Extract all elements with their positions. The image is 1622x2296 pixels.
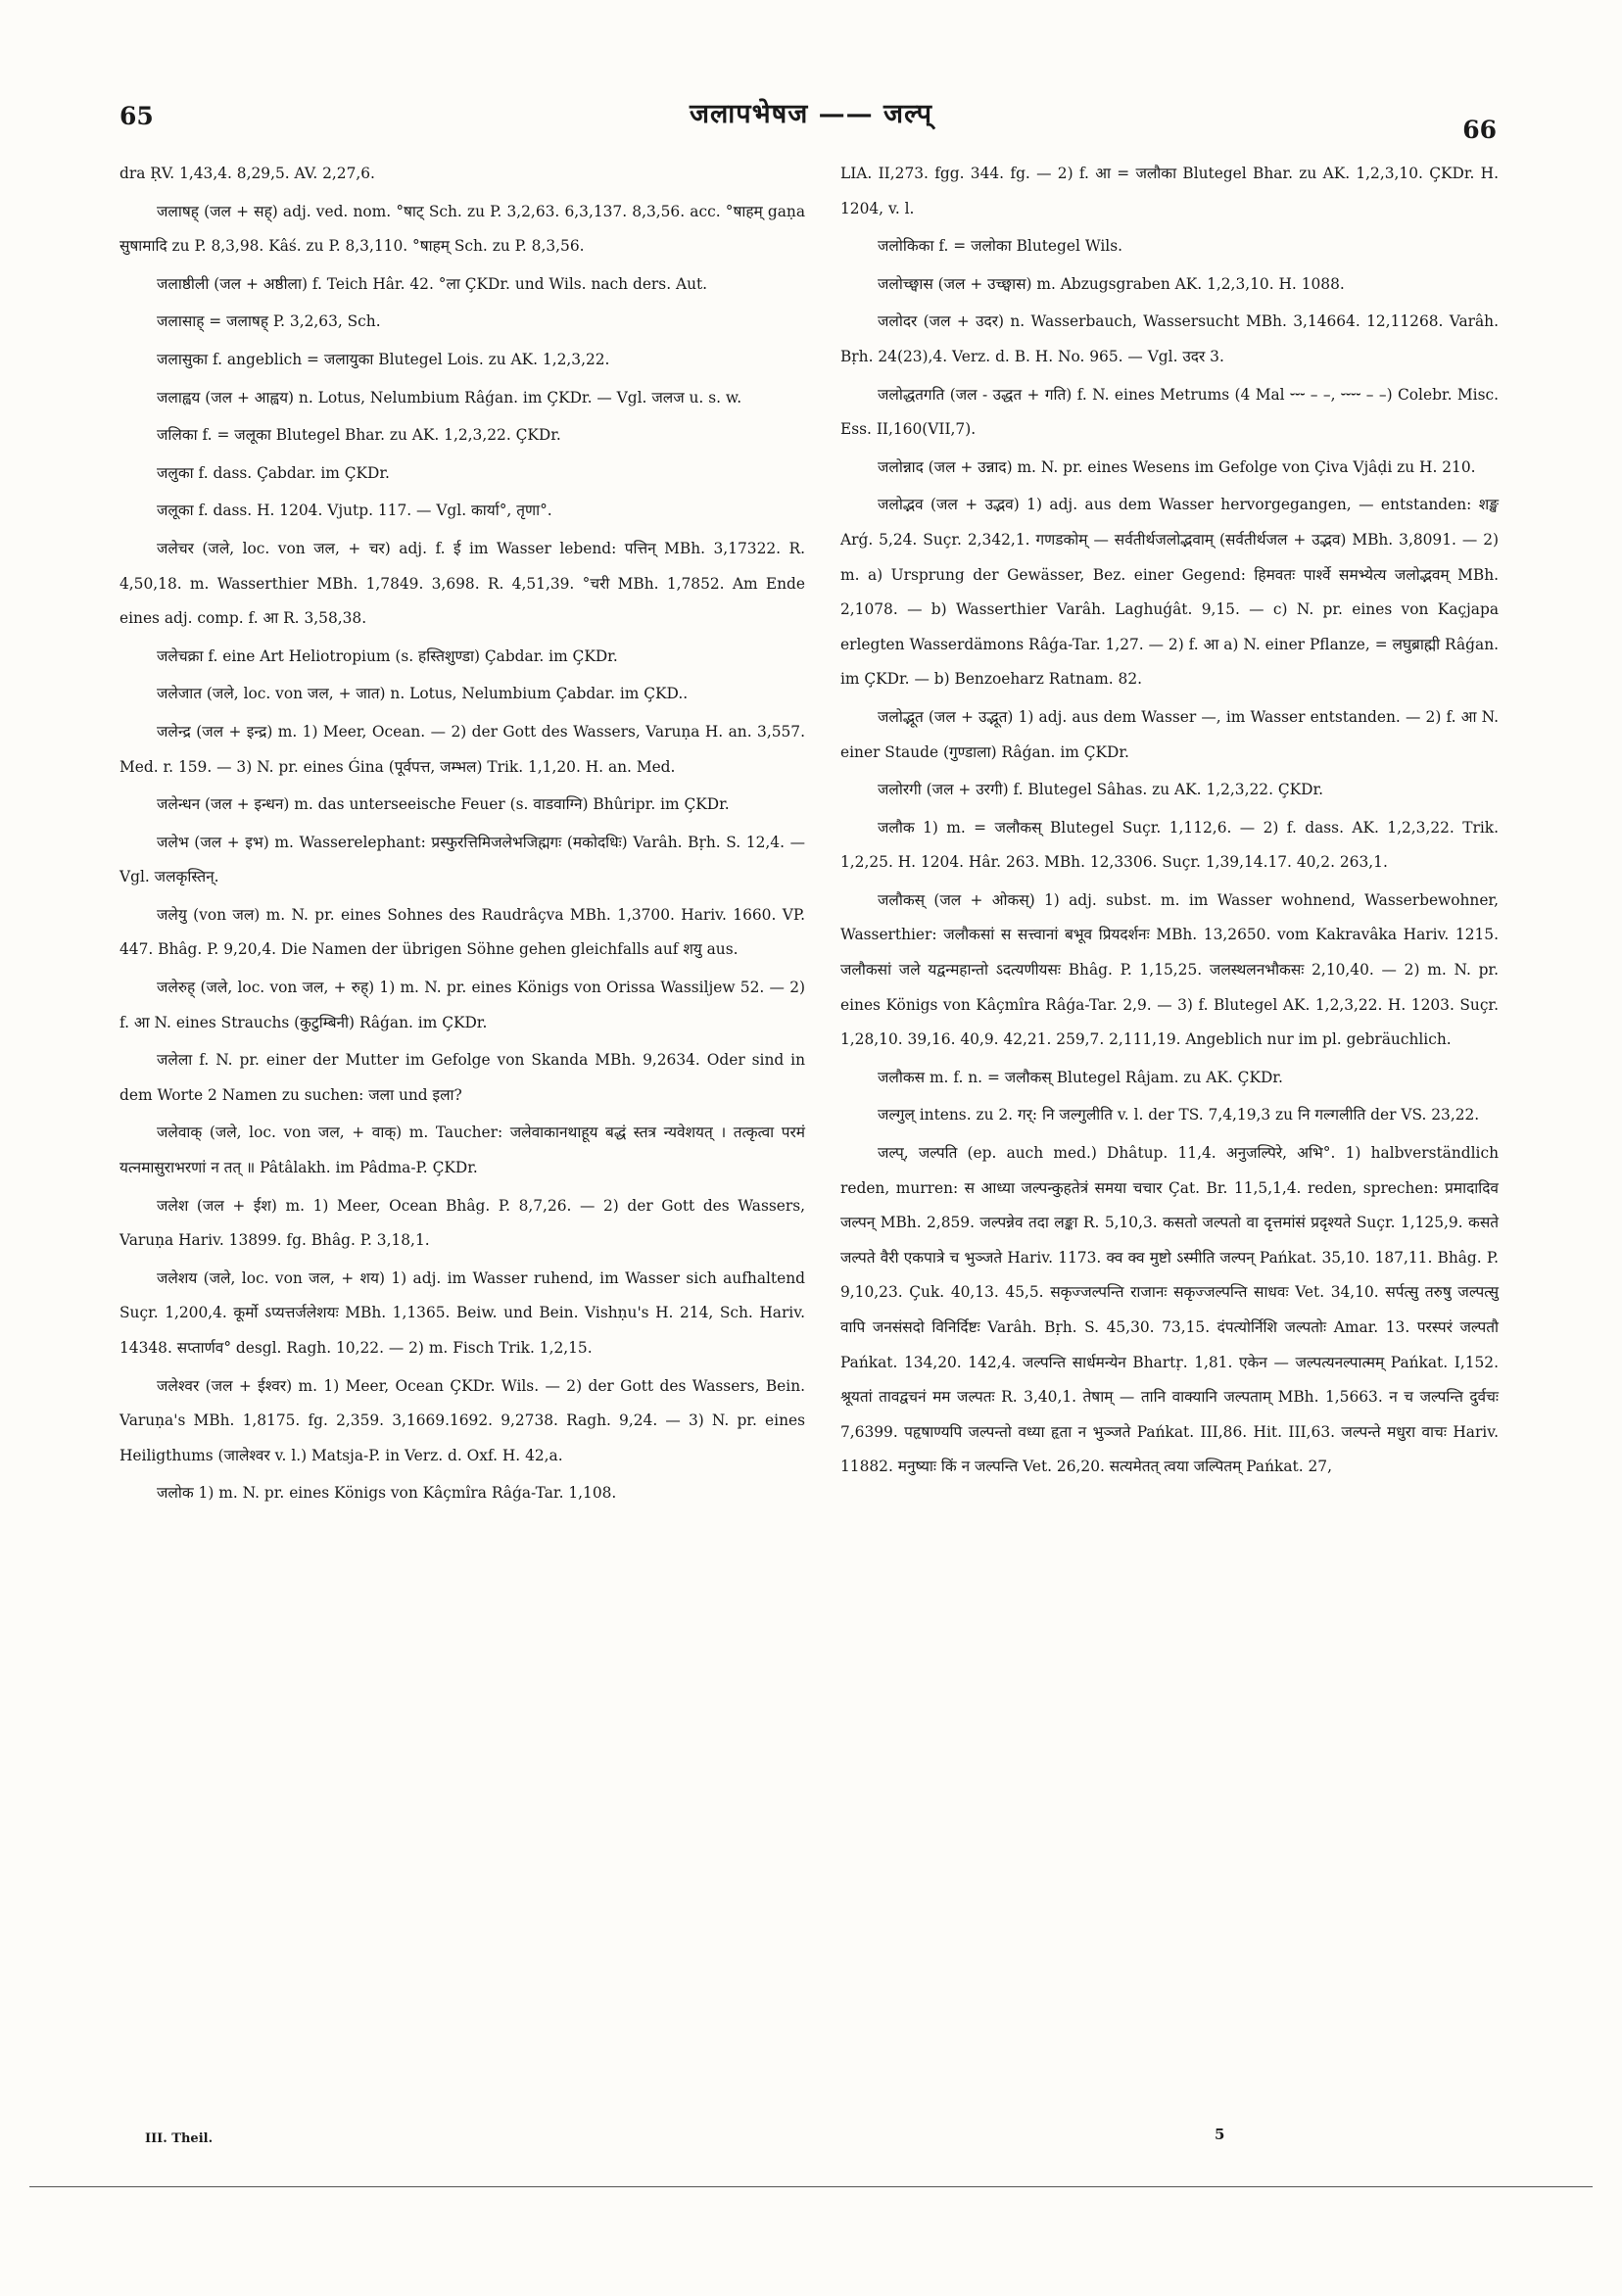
dictionary-entry: जलोद्भूत (जल + उद्भूत) 1) adj. aus dem Wasser —, im Wasser entstanden. — 2) f. आ N. einer Staude (गुण्डाला) Râǵan. im ÇKDr. <box>840 707 1499 761</box>
dictionary-entry: जलासाह् = जलाषह् P. 3,2,63, Sch. <box>157 312 381 331</box>
dictionary-entry: जलासुका f. angeblich = जलायुका Blutegel Lois. zu AK. 1,2,3,22. <box>157 350 610 368</box>
dictionary-entry: जलोद्भव (जल + उद्भव) 1) adj. aus dem Wasser hervorgegangen, — entstanden: शङ्ख Arǵ. 5,24. Suçr. 2,342,1. गणडकोम् — सर्वतीर्थजलोद्भवाम् (सर्वतीर्थजल + उद्भव) MBh. 3,8091. — 2) m. a) Ursprung der Gewässer, Bez. einer Gegend: हिमवतः पार्श्वे समभ्येत्य जलोद्भवम् MBh. 2,1078. — b) Wasserthier Varâh. Laghuǵât. 9,15. — c) N. pr. eines von Kaçjapa erlegten Wasserdämons Râǵa-Tar. 1,27. — 2) f. आ a) N. einer Pflanze, = लघुब्राह्मी Râǵan. im ÇKDr. — b) Benzoeharz Ratnam. 82. <box>840 496 1499 689</box>
running-header: जलापभेषज —— जल्प् <box>689 99 933 129</box>
dictionary-entry: जलोद्धतगति (जल - उद्धत + गति) f. N. eines Metrums (4 Mal ⏑⏑⏑ – –, ⏑⏑⏑⏑ – –) Colebr. Misc. Ess. II,160(VII,7). <box>840 385 1499 439</box>
left-column <box>119 157 805 1514</box>
dictionary-entry: जलोच्छ्वास (जल + उच्छ्वास) m. Abzugsgraben AK. 1,2,3,10. H. 1088. <box>878 274 1345 293</box>
dictionary-entry: जलेरुह् (जले, loc. von जल, + रुह्) 1) m. N. pr. eines Königs von Orissa Wassiljew 52. — 2) f. आ N. eines Strauchs (कुटुम्बिनी) Râǵan. im ÇKDr. <box>119 979 805 1031</box>
page-number-right: 66 <box>1462 116 1497 144</box>
footer-rule <box>29 2186 1593 2187</box>
dictionary-entry: जलोरगी (जल + उरगी) f. Blutegel Sâhas. zu AK. 1,2,3,22. ÇKDr. <box>878 781 1324 799</box>
dictionary-entry: जलेजात (जले, loc. von जल, + जात) n. Lotus, Nelumbium Çabdar. im ÇKD.. <box>157 685 689 703</box>
dictionary-entry: जलेचक्रा f. eine Art Heliotropium (s. हस्तिशुण्डा) Çabdar. im ÇKDr. <box>157 646 618 665</box>
dictionary-entry: जलेश (जल + ईश) m. 1) Meer, Ocean Bhâg. P. 8,7,26. — 2) der Gott des Wassers, Varuṇa Hariv. 13899. fg. Bhâg. P. 3,18,1. <box>119 1196 805 1250</box>
dictionary-entry: जलौकस् (जल + ओकस्) 1) adj. subst. m. im Wasser wohnend, Wasserbewohner, Wasserthier: जलौकसां स सत्त्वानां बभूव प्रियदर्शनः MBh. 13,2650. vom Kakravâka Hariv. 1215. जलौकसां जले यद्वन्महान्तो ऽदत्यणीयसः Bhâg. P. 1,15,25. जलस्थलनभौकसः 2,10,40. — 2) m. N. pr. eines Königs von Kâçmîra Râǵa-Tar. 2,9. — 3) f. Blutegel AK. 1,2,3,22. H. 1203. Suçr. 1,28,10. 39,16. 40,9. 42,21. 259,7. 2,111,19. Angeblich nur im pl. gebräuchlich. <box>840 890 1499 1049</box>
dictionary-entry: जलुका f. dass. Çabdar. im ÇKDr. <box>157 463 390 482</box>
footer-signature: 5 <box>1215 2126 1225 2143</box>
dictionary-entry: जलूका f. dass. H. 1204. Vjutp. 117. — Vgl. कार्या°, तृणा°. <box>157 502 552 520</box>
dictionary-entry: जलेश्वर (जल + ईश्वर) m. 1) Meer, Ocean ÇKDr. Wils. — 2) der Gott des Wassers, Bein. Varuṇa's MBh. 1,8175. fg. 2,359. 3,1669.1692. 9,2738. Ragh. 9,24. — 3) N. pr. eines Heiligthums (जालेश्वर v. l.) Matsja-P. in Verz. d. Oxf. H. 42,a. <box>119 1376 805 1464</box>
dictionary-entry: जलोकिका f. = जलोका Blutegel Wils. <box>878 237 1123 256</box>
dictionary-entry: जलाषह् (जल + सह्) adj. ved. nom. °षाट् Sch. zu P. 3,2,63. 6,3,137. 8,3,56. acc. °षाहम् gaṇa सुषामादि zu P. 8,3,98. Kâś. zu P. 8,3,110. °षाहम् Sch. zu P. 8,3,56. <box>119 202 805 256</box>
dictionary-entry: जलेला f. N. pr. einer der Mutter im Gefolge von Skanda MBh. 9,2634. Oder sind in dem Worte 2 Namen zu suchen: जला und इला? <box>119 1051 805 1104</box>
dictionary-entry: dra ṚV. 1,43,4. 8,29,5. AV. 2,27,6. <box>119 165 375 182</box>
right-column <box>840 157 1499 1488</box>
dictionary-entry: जलेचर (जले, loc. von जल, + चर) adj. f. ई im Wasser lebend: पत्तिन् MBh. 3,17322. R. 4,50,18. m. Wasserthier MBh. 1,7849. 3,698. R. 4,51,39. °चरी MBh. 1,7852. Am Ende eines adj. comp. f. आ R. 3,58,38. <box>119 539 805 628</box>
dictionary-entry: जलौकस m. f. n. = जलौकस् Blutegel Râjam. zu AK. ÇKDr. <box>878 1068 1283 1086</box>
dictionary-entry: जलौक 1) m. = जलौकस् Blutegel Suçr. 1,112,6. — 2) f. dass. AK. 1,2,3,22. Trik. 1,2,25. H. 1204. Hâr. 263. MBh. 12,3306. Suçr. 1,39,14.17. 40,2. 263,1. <box>840 818 1499 872</box>
dictionary-entry: जलेभ (जल + इभ) m. Wasserelephant: प्रस्फुरत्तिमिजलेभजिह्मगः (मकोदधिः) Varâh. Bṛh. S. 12,4. — Vgl. जलकृस्तिन्. <box>119 833 805 886</box>
dictionary-entry: जलाष्ठीली (जल + अष्ठीला) f. Teich Hâr. 42. °ला ÇKDr. und Wils. nach ders. Aut. <box>157 274 708 293</box>
dictionary-entry: जल्प्, जल्पति (ep. auch med.) Dhâtup. 11,4. अनुजल्पिरे, अभि°. 1) halbverständlich reden, murren: स आध्या जल्पन्कुहतेत्रं समया चचार Çat. Br. 11,5,1,4. reden, sprechen: प्रमादादिव जल्पन् MBh. 2,859. जल्पन्नेव तदा लङ्का R. 5,10,3. कसतो जल्पतो वा दृत्तमांसं प्रदृश्यते Suçr. 1,125,9. कसते जल्पते वैरी एकपात्रे च भुञ्जते Hariv. 1173. क्व क्व मुष्टो ऽस्मीति जल्पन् Pańkat. 35,10. 187,11. Bhâg. P. 9,10,23. Çuk. 40,13. 45,5. सकृज्जल्पन्ति राजानः सकृज्जल्पन्ति साधवः Vet. 34,10. सर्पत्सु तरुषु जल्पत्सु वापि जनसंसदो विनिर्दिष्टः Varâh. Bṛh. S. 45,30. 73,15. दंपत्योर्निशि जल्पतोः Amar. 13. परस्परं जल्पतौ Pańkat. 134,20. 142,4. जल्पन्ति सार्धमन्येन Bhartṛ. 1,81. एकेन — जल्पत्यनल्पात्मम् Pańkat. I,152. श्रूयतां तावद्वचनं मम जल्पतः R. 3,40,1. तेषाम् — तानि वाक्यानि जल्पताम् MBh. 1,5663. न च जल्पन्ति दुर्वचः 7,6399. पहृषाण्यपि जल्पन्तो वध्या हृता न भुञ्जते Pańkat. III,86. Hit. III,63. जल्पन्ते मधुरा वाचः Hariv. 11882. मनुष्याः किं न जल्पन्ति Vet. 26,20. सत्यमेतत् त्वया जल्पितम् Pańkat. 27, <box>840 1144 1499 1476</box>
dictionary-entry: जलोक 1) m. N. pr. eines Königs von Kâçmîra Râǵa-Tar. 1,108. <box>157 1484 617 1503</box>
dictionary-entry: जल्गुल् intens. zu 2. गर्: नि जल्गुलीति v. l. der TS. 7,4,19,3 zu नि गल्गलीति der VS. 23,22. <box>878 1106 1480 1124</box>
dictionary-entry: जलाह्वय (जल + आह्वय) n. Lotus, Nelumbium Râǵan. im ÇKDr. — Vgl. जलज u. s. w. <box>157 388 742 407</box>
dictionary-entry: जलेशय (जले, loc. von जल, + शय) 1) adj. im Wasser ruhend, im Wasser sich aufhaltend Suçr. 1,200,4. कूर्मो ऽप्यत्तर्जलेशयः MBh. 1,1365. Beiw. und Bein. Vishṇu's H. 214, Sch. Hariv. 14348. सप्तार्णव° desgl. Ragh. 10,22. — 2) m. Fisch Trik. 1,2,15. <box>119 1268 805 1357</box>
page-number-left: 65 <box>119 102 154 130</box>
dictionary-entry: LIA. II,273. fgg. 344. fg. — 2) f. आ = जलौका Blutegel Bhar. zu AK. 1,2,3,10. ÇKDr. H. 1204, v. l. <box>840 165 1499 217</box>
dictionary-entry: जलेन्धन (जल + इन्धन) m. das unterseeische Feuer (s. वाडवाग्नि) Bhûripr. im ÇKDr. <box>157 795 730 814</box>
dictionary-entry: जलेयु (von जल) m. N. pr. eines Sohnes des Raudrâçva MBh. 1,3700. Hariv. 1660. VP. 447. Bhâg. P. 9,20,4. Die Namen der übrigen Söhne gehen gleichfalls auf शयु aus. <box>119 905 805 959</box>
footer-volume-mark: III. Theil. <box>145 2131 214 2146</box>
dictionary-entry: जलोन्नाद (जल + उन्नाद) m. N. pr. eines Wesens im Gefolge von Çiva Vjâḍi zu H. 210. <box>878 457 1476 476</box>
dictionary-entry: जलेन्द्र (जल + इन्द्र) m. 1) Meer, Ocean. — 2) der Gott des Wassers, Varuṇa H. an. 3,557. Med. r. 159. — 3) N. pr. eines Ǵina (पूर्वपत्त, जम्भल) Trik. 1,1,20. H. an. Med. <box>119 722 805 776</box>
dictionary-entry: जलिका f. = जलूका Blutegel Bhar. zu AK. 1,2,3,22. ÇKDr. <box>157 426 561 445</box>
dictionary-entry: जलोदर (जल + उदर) n. Wasserbauch, Wassersucht MBh. 3,14664. 12,11268. Varâh. Bṛh. 24(23),4. Verz. d. B. H. No. 965. — Vgl. उदर 3. <box>840 312 1499 365</box>
dictionary-entry: जलेवाक् (जले, loc. von जल, + वाक्) m. Taucher: जलेवाकानथाहूय बद्धं स्तत्र न्यवेशयत् । तत्कृत्वा परमं यत्नमासुराभरणां न तत् ॥ Pâtâlakh. im Pâdma-P. ÇKDr. <box>119 1124 805 1177</box>
